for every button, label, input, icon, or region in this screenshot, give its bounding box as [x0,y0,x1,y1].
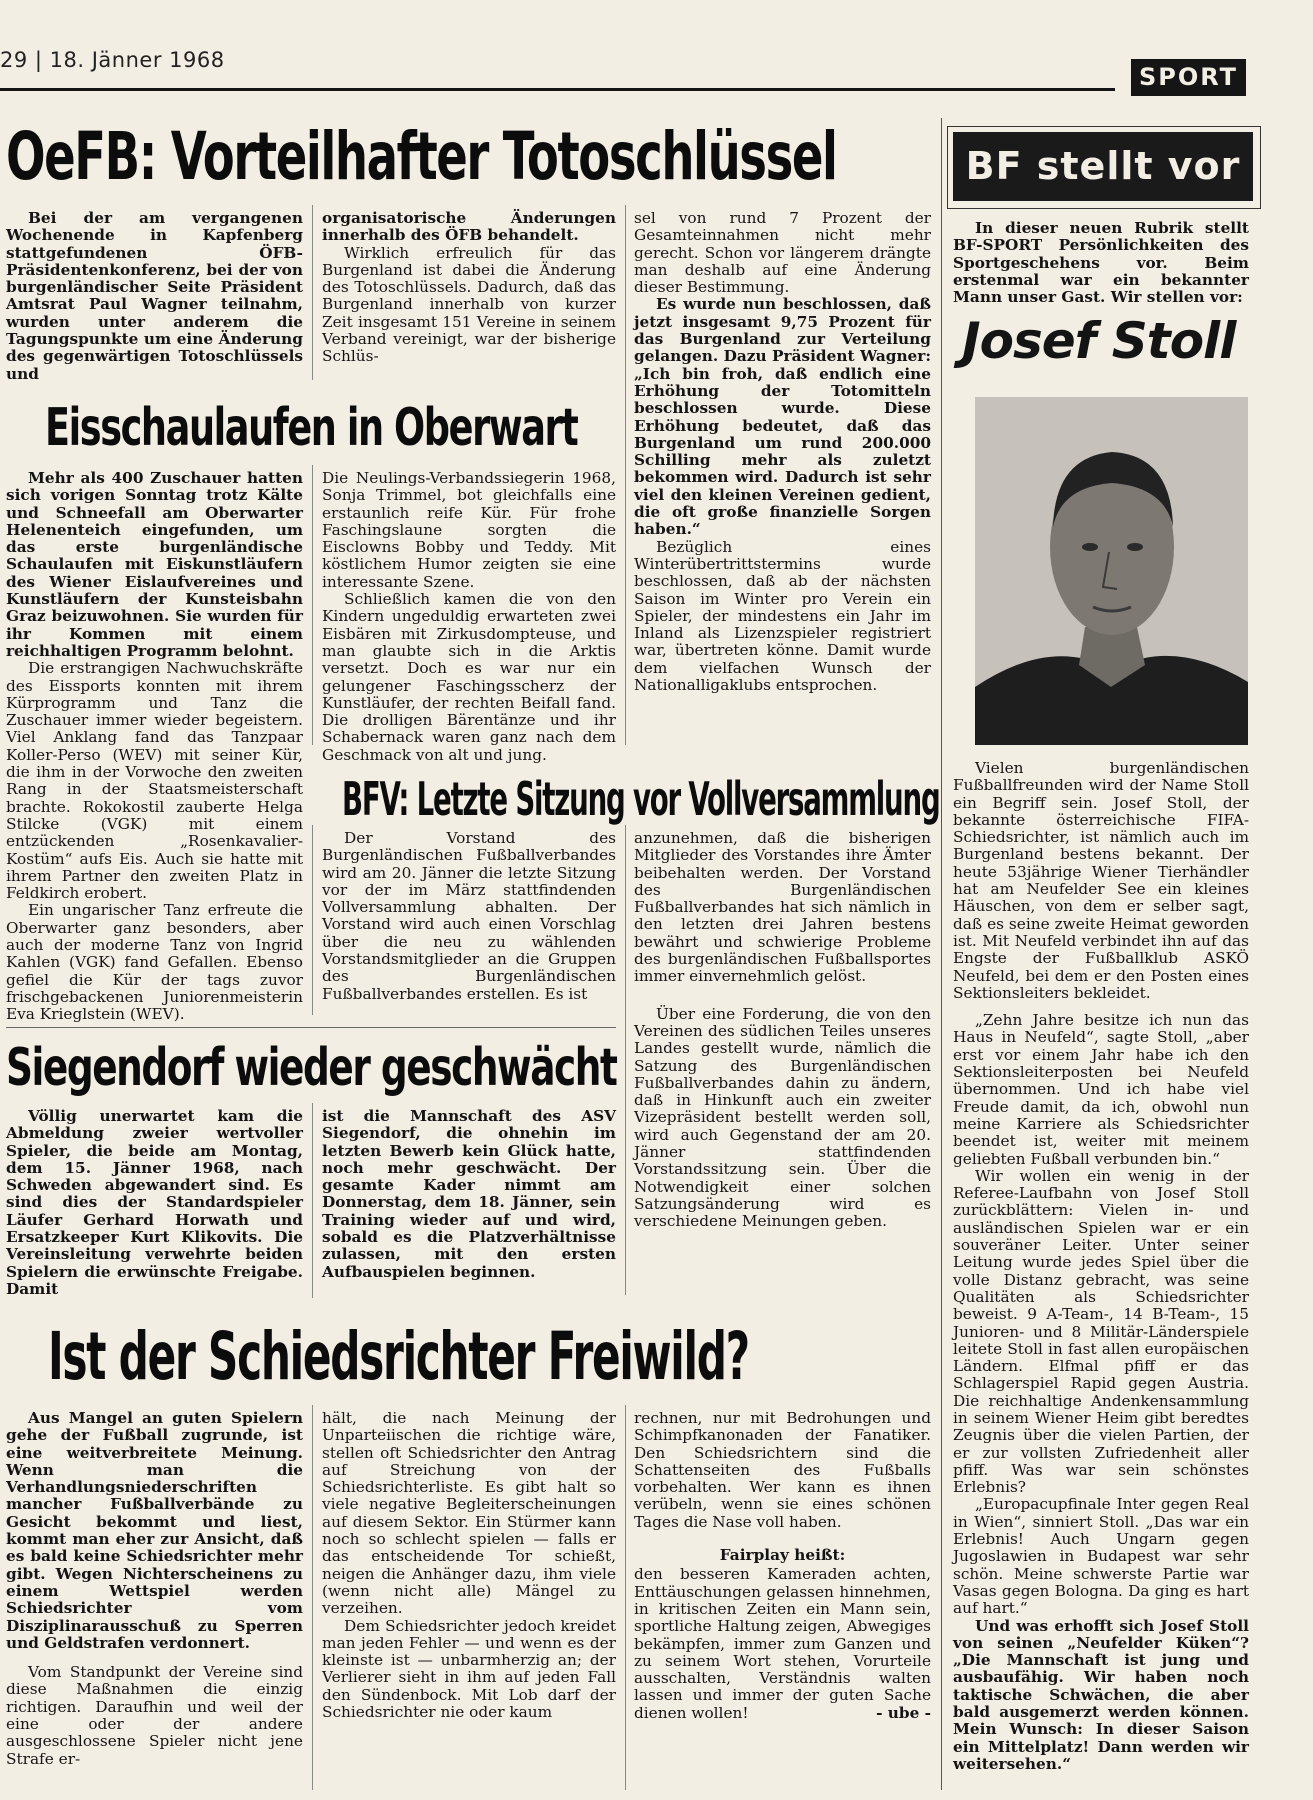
article5-text [634,1566,931,1722]
article3-col2 [634,830,931,1300]
article5-col2 [322,1410,616,1790]
sidebar-rule [941,118,942,1790]
sidebar-intro [953,220,1249,308]
article5-text: hält, die nach Meinung der Unparteiischen die richtige wäre, stellen oft Schiedsrichter den Antrag auf Streichung von der Schiedsrichterliste. Es gibt halt so viele negative Begleiterscheinungen auf diesem Sektor. Ein Stürmer kann noch so schlecht spielen — falls er das entscheidende Tor schießt, neigen die Anhänger dazu, ihm viele (wenn nicht alle) Mängel zu verzeihen. [322,1409,616,1618]
column-rule [312,465,313,745]
article5-text: Aus Mangel an guten Spielern gehe der Fußball zugrunde, ist eine weitverbreitete Meinung. Wenn man die Verhandlungsniederschriften mancher Fußballverbände zu Gesicht bekommt und liest, kommt man eher zur Ansicht, daß es bald keine Schiedsrichter mehr gibt. Wegen Nichterscheinens zu einem Wettspiel werden Schiedsrichter vom Disziplinarausschuß zu Sperren und Geldstrafen verdonnert. [6,1409,303,1652]
article2-text: Mehr als 400 Zuschauer hatten sich vorigen Sonntag trotz Kälte und Schneefall am Oberwarter Helenenteich eingefunden, um das erste burgenländische Schaulaufen mit Eiskunstläufern des Wiener Eislaufvereines und Kunstläufern der Kunsteisbahn Graz beizuwohnen. Sie wurden für ihr Kommen mit einem reichhaltigen Programm belohnt. [6,469,303,660]
article5-text-body: den besseren Kameraden achten, Enttäuschungen gelassen hinnehmen, in kritischen Zeiten ein Mann sein, sportliche Haltung zeigen, Abwegiges bekämpfen, immer zum Ganzen und zu seinem Wort stehen, Vorurteile ausschalten, Verständnis walten lassen und immer der guten Sache dienen wollen! [634,1565,931,1722]
sidebar-text: Wir wollen ein wenig in der Referee-Laufbahn von Josef Stoll zurückblättern: Vielen in- und ausländischen Spielen war er ein souveräner Leiter. Unter seiner Leitung wurde jedes Spiel über die volle Distanz gebracht, was seine Qualitäten als Schiedsrichter beweist. 9 A-Team-, 14 B-Team-, 15 Junioren- und 8 Militär-Länderspiele leitete Stoll in fast allen europäischen Ländern. Elfmal pfiff er das Schlagerspiel Rapid gegen Austria. Die reichhaltige Andenkensammlung in seinem Wiener Heim gibt beredtes Zeugnis über die vielen Partien, der er zur vollsten Zufriedenheit aller pfiff. Was war sein schönstes Erlebnis? [953,1166,1249,1497]
article4-text: Völlig unerwartet kam die Abmeldung zweier wertvoller Spieler, die beide am Montag, dem 15. Jänner 1968, nach Schweden abgewandert sind. Es sind dies der Standardspieler Läufer Gerhard Horwath und Ersatzkeeper Kurt Klikovits. Die Vereinsleitung verwehrte beiden Spielern die erwünschte Freigabe. Damit [6,1107,303,1298]
article1-col1 [6,209,303,383]
sidebar-text: „Europacupfinale Inter gegen Real in Wien“, sinniert Stoll. „Das war ein Erlebnis! Auch Ungarn gegen Jugoslawien in Budapest war sehr schön. Meine schwerste Partie war Vasas gegen Bologna. Da ging es hart auf hart.“ [953,1495,1249,1618]
article5-text: Vom Standpunkt der Vereine sind diese Maßnahmen die einzig richtigen. Daraufhin und weil der eine oder der andere ausgeschlossene Spieler nicht jene Strafe er- [6,1663,303,1768]
article2-text: Die Neulings-Verbandssiegerin 1968, Sonja Trimmel, bot gleichfalls eine erstaunlich reife Kür. Für frohe Faschingslaune sorgten die Eisclowns Bobby und Teddy. Mit köstlichem Humor zeigten sie eine interessante Szene. [322,469,616,591]
article5-text: rechnen, nur mit Bedrohungen und Schimpfkanonaden der Fanatiker. Den Schiedsrichtern sind die Schattenseiten des Fußballs vorbehalten. Wer kann es ihnen verübeln, wenn sie eines schönen Tages die Nase voll haben. [634,1409,931,1531]
column-rule [312,1103,313,1298]
article1-text: Es wurde nun beschlossen, daß jetzt insgesamt 9,75 Prozent für das Burgenland zur Verteilung gelangen. Dazu Präsident Wagner: „Ich bin froh, daß endlich eine Erhöhung der Totomitteln beschlossen wurde. Diese Erhöhung bedeutet, daß das Burgenland um rund 200.000 Schilling mehr als zuletzt bekommen wird. Dadurch ist sehr viel den kleinen Vereinen gedient, die oft große finanzielle Sorgen haben.“ [634,295,931,539]
article1-text: Wirklich erfreulich für das Burgenland ist dabei die Änderung des Totoschlüssels. Dadurch, daß das Burgenland innerhalb von kurzer Zeit insgesamt 151 Vereine in seinem Verband vereinigt, war der bisherige Schlüs- [322,243,616,366]
article5-col3 [634,1410,931,1790]
section-label: SPORT [1131,59,1246,96]
person-name: Josef Stoll [962,312,1236,370]
headline-totoschluessel: OeFB: Vorteilhafter Totoschlüssel [6,118,837,195]
portrait-photo [975,397,1248,745]
article1-col3 [634,210,931,750]
article1-text: Bezüglich eines Winterübertrittstermins wurde beschlossen, daß ab der nächsten Saison im Winter pro Verein ein Spieler, der mindestens ein Jahr im Inland als Lizenzspieler registriert war, übertreten könne. Damit wurde dem vielfachen Wunsch der Nationalligaklubs entsprochen. [634,537,931,695]
column-rule [312,1405,313,1790]
article2-text: Die erstrangigen Nachwuchskräfte des Eissports konnten mit ihrem Kürprogramm und Tanz die Zuschauer immer wieder begeistern. Viel Anklang fand das Tanzpaar Koller-Perso (WEV) mit seiner Kür, die ihm in der Vorwoche den zweiten Rang in der Staatsmeisterschaft brachte. Rokokostil zauberte Helga Stilcke (VGK) mit einem entzückenden „Rosenkavalier-Kostüm“ aufs Eis. Auch sie hatte mit ihrem Partner den zweiten Platz in Feldkirch erobert. [6,659,303,903]
column-rule [625,1405,626,1790]
sidebar-box-title: BF stellt vor [953,132,1253,201]
headline-eisschaulaufen: Eisschaulaufen in Oberwart [45,398,578,458]
column-rule [312,825,313,1015]
article4-col2 [322,1108,616,1298]
article5-col1 [6,1410,303,1790]
article2-text: Ein ungarischer Tanz erfreute die Oberwarter ganz besonders, aber auch der moderne Tanz von Ingrid Kahlen (VGK) fand Gefallen. Ebenso gefiel die Kür der tags zuvor frischgebackenen Juniorenmeisterin Eva Krieglstein (WEV). [6,901,303,1024]
headline-schiedsrichter: Ist der Schiedsrichter Freiwild? [48,1318,749,1395]
article1-text: organisatorische Änderungen innerhalb des ÖFB behandelt. [322,209,616,245]
column-rule [625,825,626,1295]
sidebar-text: Vielen burgenländischen Fußballfreunden wird der Name Stoll ein Begriff sein. Josef Stoll, der bekannte österreichische FIFA-Schiedsrichter, ist nämlich auch im Burgenland bestens bekannt. Der heute 53jährige Wiener Tierhändler hat am Neufelder See ein kleines Häuschen, von dem er selber sagt, daß es seine zweite Heimat geworden ist. Mit Neufeld verbindet ihn auf das Engste der Fußballklub ASKÖ Neufeld, bei dem er den Posten eines Sektionsleiters bekleidet. [953,759,1249,1002]
sidebar-body [953,760,1249,1790]
headline-siegendorf: Siegendorf wieder geschwächt [6,1038,617,1098]
article3-text: anzunehmen, daß die bisherigen Mitglieder des Vorstandes ihre Ämter beibehalten werden. Der Vorstand des Burgenländischen Fußballverbandes hat sich nämlich in den letzten drei Jahren bestens bewährt und schwierige Probleme des burgenländischen Fußballsportes immer einvernehmlich gelöst. [634,829,931,986]
headline-bfv-sitzung: BFV: Letzte Sitzung vor Vollversammlung [342,772,940,826]
sidebar-text: Und was erhofft sich Josef Stoll von seinen „Neufelder Küken“? „Die Mannschaft ist jung und ausbaufähig. Wir haben noch taktische Schwächen, die aber bald ausgemerzt werden können. Mein Wunsch: In dieser Saison ein Mittelplatz! Dann werden wir weitersehen.“ [953,1616,1249,1773]
column-rule [625,205,626,745]
article1-text: Bei der am vergangenen Wochenende in Kapfenberg stattgefundenen ÖFB-Präsidentenkonferenz, bei der von burgenländischer Seite Präsident Amtsrat Paul Wagner teilnahm, wurden unter anderem die Tagungspunkte um eine Änderung des gegenwärtigen Totoschlüssels und [6,209,303,383]
sidebar-intro-text: In dieser neuen Rubrik stellt BF-SPORT Persönlichkeiten des Sportgeschehens vor. Beim erstenmal war ein bekannter Mann unser Gast. Wir stellen vor: [953,219,1249,307]
page-meta: 29 | 18. Jänner 1968 [0,48,225,72]
article4-text: ist die Mannschaft des ASV Siegendorf, die ohnehin im letzten Bewerb kein Glück hatte, noch mehr geschwächt. Der gesamte Kader nimmt am Donnerstag, dem 18. Jänner, sein Training wieder auf und wird, sobald es die Platzverhältnisse zulassen, mit den ersten Aufbauspielen beginnen. [322,1107,616,1281]
article5-signature: - ube - [876,1703,931,1722]
article1-col2 [322,210,616,380]
article5-text: Dem Schiedsrichter jedoch kreidet man jeden Fehler — und wenn es der kleinste ist — unbarmherzig an; der Verlierer sieht in ihm auf jeden Fall den Sündenbock. Mit Lob darf der Schiedsrichter nie oder kaum [322,1616,616,1722]
portrait-image [975,397,1248,745]
article2-col1 [6,469,303,1024]
article5-subhead: Fairplay heißt: [719,1546,846,1565]
column-rule [312,205,313,380]
header-rule [0,88,1115,91]
article2-col2 [322,469,616,764]
article1-text: sel von rund 7 Prozent der Gesamteinnahmen nicht mehr gerecht. Schon vor längerem drängte man deshalb auf eine Änderung dieser Bestimmung. [634,209,931,297]
article3-text: Der Vorstand des Burgenländischen Fußballverbandes wird am 20. Jänner die letzte Sitzung vor der im März stattfindenden Vollversammlung abhalten. Der Vorstand wird auch einen Vorschlag über die neu zu wählenden Vorstandsmitglieder an die Gruppen des Burgenländischen Fußballverbandes erstellen. Es ist [322,829,616,1003]
article3-text: Über eine Forderung, die von den Vereinen des südlichen Teiles unseres Landes gestellt wurde, nämlich die Satzung des Burgenländischen Fußballverbandes dahin zu ändern, daß in Hinkunft auch ein zweiter Vizepräsident bestellt werden soll, wird auch Gegenstand der am 20. Jänner stattfindenden Vorstandssitzung sein. Über die Notwendigkeit einer solchen Satzungsänderung wird es verschiedene Meinungen geben. [634,1004,931,1231]
article4-col1 [6,1108,303,1298]
article2-text: Schließlich kamen die von den Kindern ungeduldig erwarteten zwei Eisbären mit Zirkusdompteuse, und man glaubte sich in die Arktis versetzt. Doch es war nur ein gelungener Faschingsscherz der Kunstläufer, der rechten Beifall fand. Die drolligen Bärentänze und ihr Schabernack waren ganz nach dem Geschmack von alt und jung. [322,590,616,764]
section-rule [6,1027,616,1028]
article3-col1 [322,830,616,1020]
sidebar-text: „Zehn Jahre besitze ich nun das Haus in Neufeld“, sagte Stoll, „aber erst vor einem Jahr habe ich den Sektionsleiterposten bei Neufeld übernommen. Und ich habe viel Freude damit, da ich, obwohl nun meine Karriere als Schiedsrichter beendet ist, weiter mit meinem geliebten Fußball verbunden bin.“ [953,1011,1249,1168]
